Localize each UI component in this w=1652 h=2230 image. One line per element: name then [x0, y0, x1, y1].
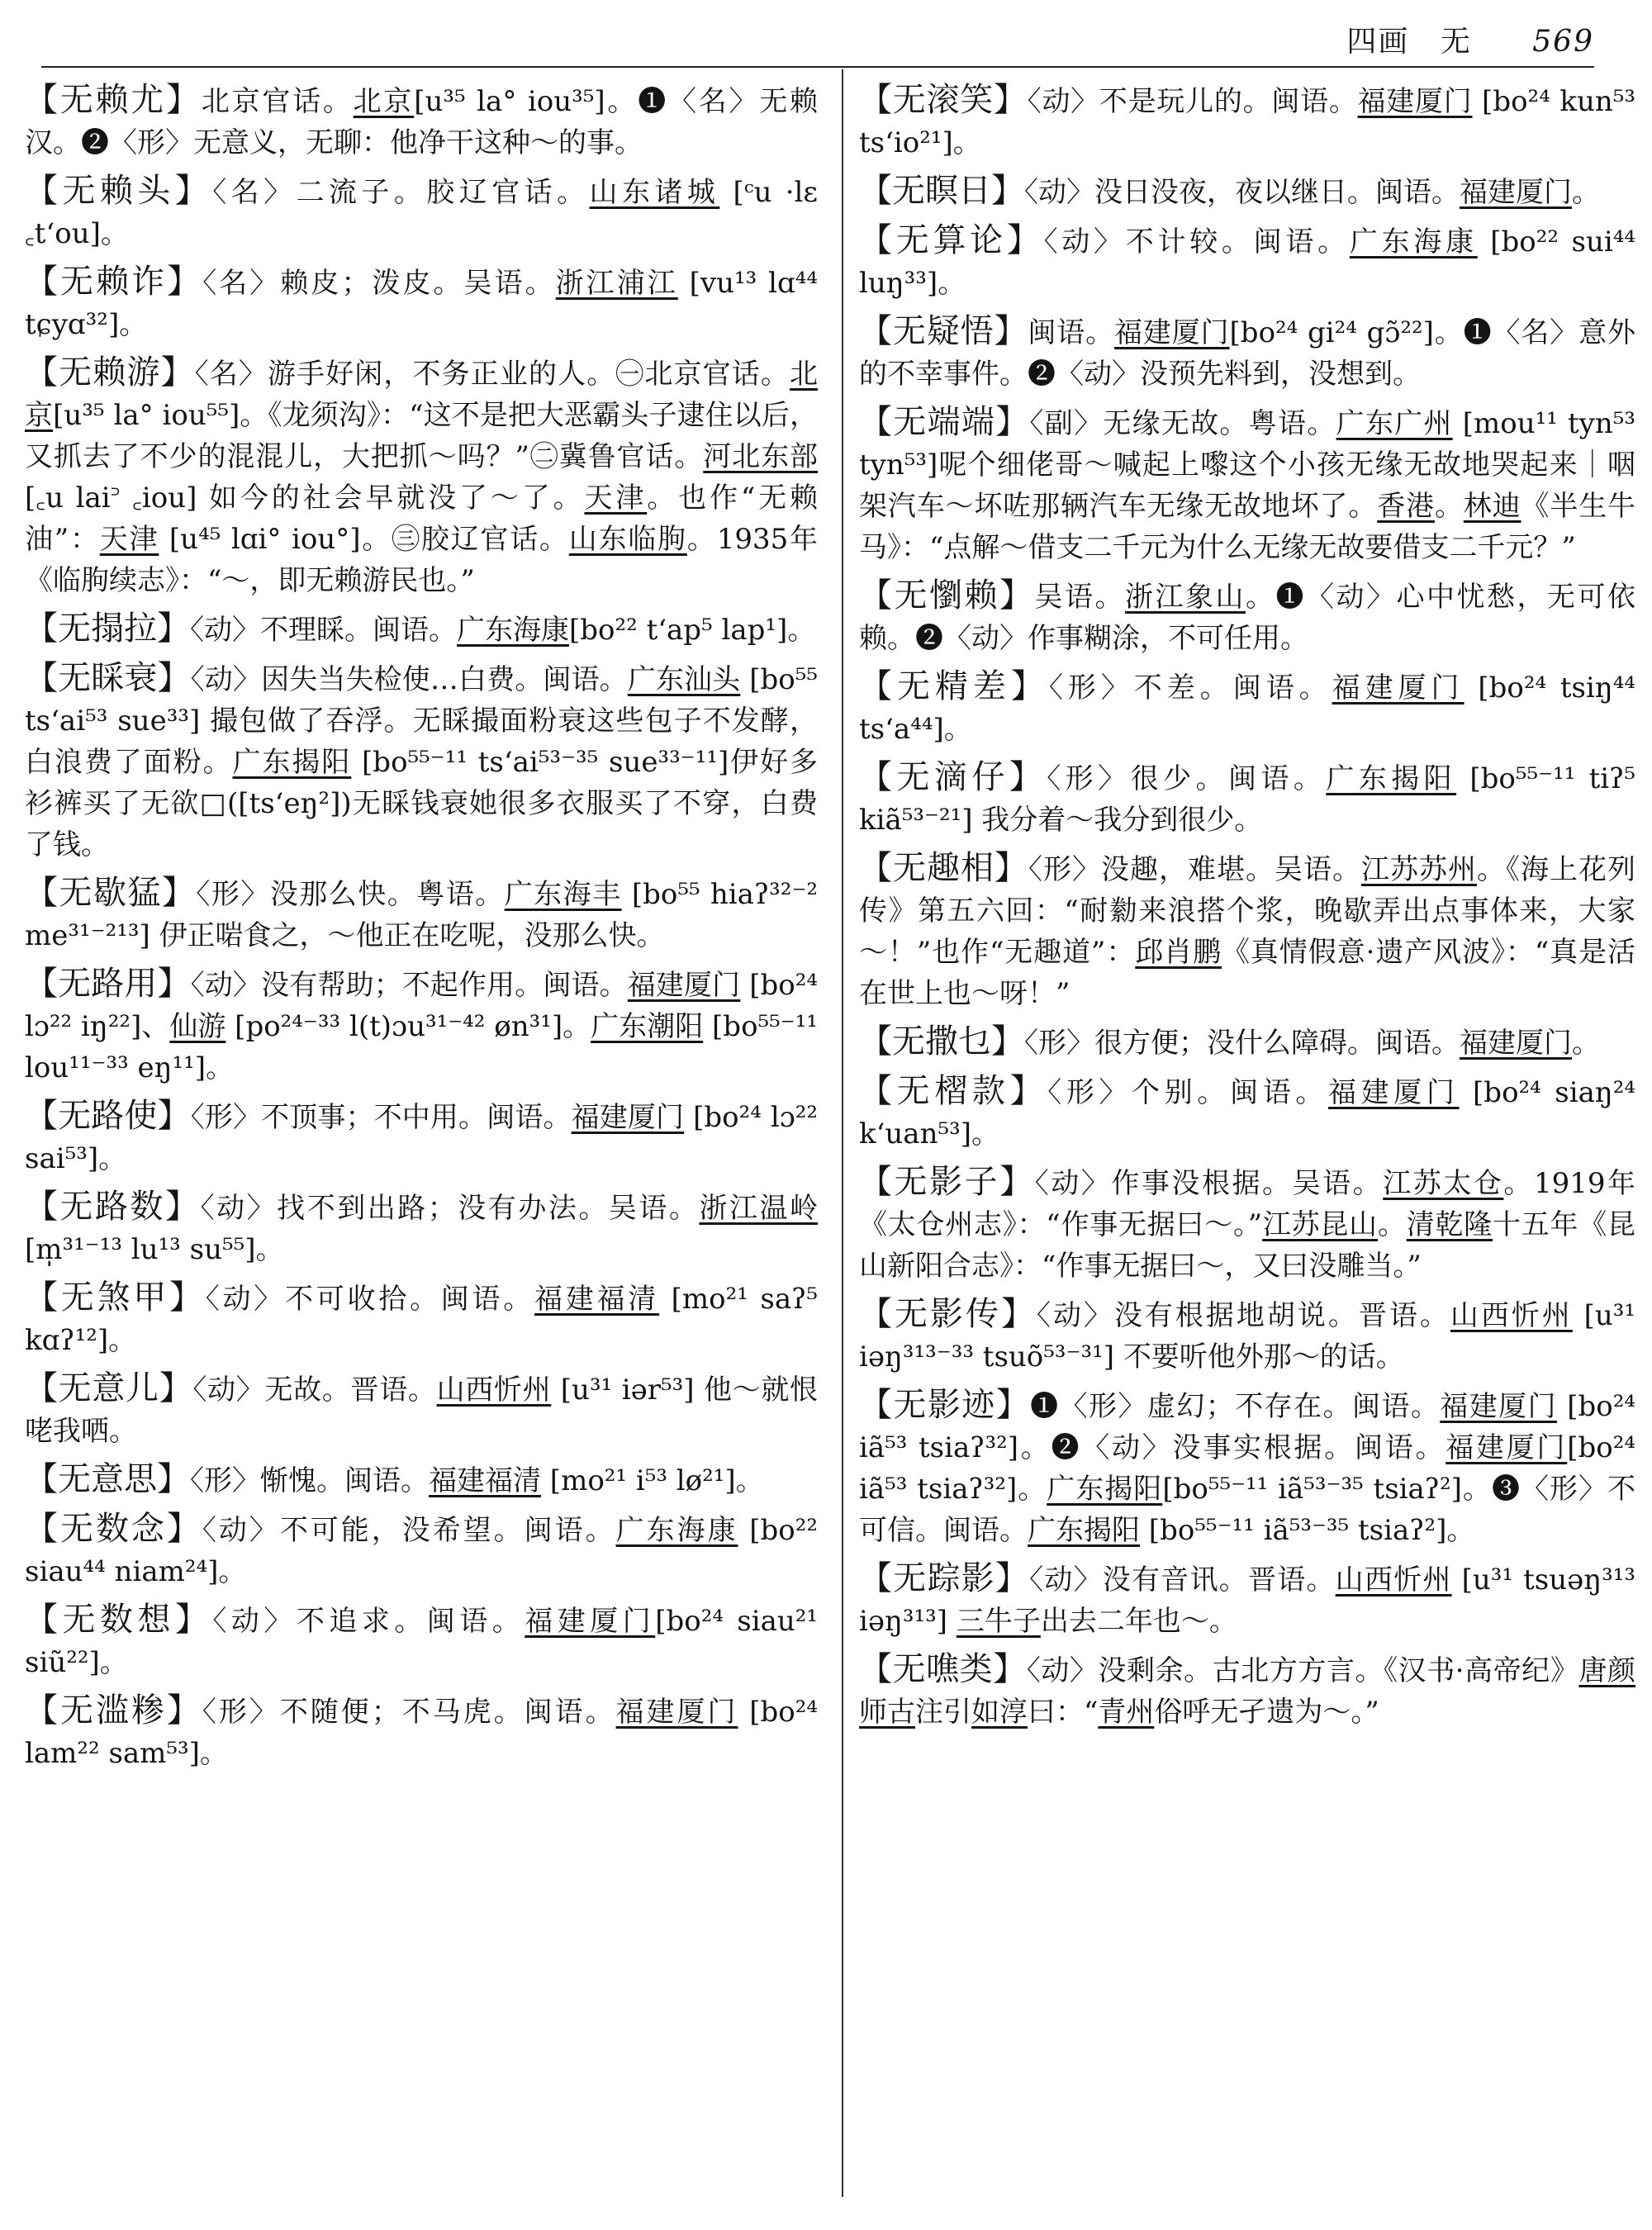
definition-text: [bo²⁴ lam²² sam⁵³]。 [25, 1696, 819, 1770]
definition-text: [ᶜu ·lɛ ꜀tʻou]。 [25, 176, 819, 250]
section-char: 无 [1440, 25, 1472, 59]
definition-text: 〈形〉惭愧。闽语。 [190, 1464, 429, 1497]
headword: 【无噍类】 [859, 1650, 1027, 1688]
place-name: 天津 [99, 523, 159, 556]
definition-text: [bo²⁴ lɔ²² sai⁵³]。 [25, 1101, 819, 1175]
place-name: 江苏太仓 [1383, 1167, 1504, 1200]
place-name: 广东揭阳 [1028, 1514, 1140, 1547]
definition-text: 〈副〉无缘无故。粤语。 [1029, 407, 1336, 440]
definition-text: [bo⁵⁵⁻¹¹ iã⁵³⁻³⁵ tsiaʔ²]。 [1140, 1514, 1475, 1547]
right-column [859, 79, 1635, 1739]
definition-text: [bo⁵⁵ hiaʔ³²⁻² me³¹⁻²¹³] 伊正啱食之，～他正在吃呢，没那么快。 [25, 878, 819, 952]
place-name: 如淳 [971, 1696, 1028, 1729]
definition-text: [bo⁵⁵ tsʻai⁵³ sue³³] 撮包做了吞浮。无睬撮面粉衰这些包子不发酵，白浪费了面粉。 [25, 663, 819, 779]
definition-text: 曰：“ [1028, 1696, 1099, 1729]
definition-text: 〈动〉不是玩儿的。闽语。 [1027, 85, 1358, 118]
dictionary-entry [25, 1186, 818, 1270]
definition-text: 〈形〉没那么快。粤语。 [196, 878, 505, 911]
definition-text: [u³¹ iər⁵³] 他～就恨咾我哂。 [25, 1374, 819, 1448]
dictionary-entry [859, 79, 1635, 164]
place-name: 福建厦门 [1114, 316, 1230, 349]
place-name: 江苏苏州 [1361, 853, 1477, 886]
dictionary-entry [859, 575, 1635, 659]
headword: 【无疑悟】 [859, 312, 1028, 350]
dictionary-entry [25, 1599, 818, 1683]
place-name: 仙游 [169, 1010, 226, 1043]
place-name: 广东揭阳 [1326, 762, 1457, 795]
place-name: 唐 [1578, 1654, 1607, 1687]
headword: 【无影传】 [859, 1295, 1037, 1333]
place-name: 福建厦门 [615, 1696, 738, 1729]
definition-text: [bo²⁴ iã⁵³ tsiaʔ³²]。 [859, 1431, 1635, 1506]
definition-text: [bo²² siau⁴⁴ niam²⁴]。 [25, 1514, 819, 1588]
definition-text: [bo²⁴ siaŋ²⁴ kʻuan⁵³]。 [859, 1076, 1636, 1151]
headword: 【无懰赖】 [859, 576, 1035, 614]
dictionary-entry [25, 1690, 818, 1774]
definition-text: 。 [1434, 490, 1464, 523]
place-name: 林迪 [1463, 490, 1521, 523]
definition-text: 闽语。 [1028, 316, 1115, 349]
place-name: 河北东部 [703, 440, 818, 473]
headword: 【无撒乜】 [859, 1022, 1024, 1060]
definition-text: 十五年《昆山新阳合志》：“作事无据曰～，又曰没雕当。” [859, 1208, 1636, 1283]
headword: 【无影迹】 [859, 1386, 1031, 1424]
headword: 【无路用】 [25, 965, 191, 1003]
dictionary-entry [25, 657, 818, 866]
place-name: 浙江象山 [1125, 581, 1246, 614]
definition-text: [mo²¹ saʔ⁵ kɑʔ¹²]。 [25, 1283, 818, 1357]
place-name: 颜师古 [859, 1654, 1635, 1729]
place-name: 广东海康 [457, 614, 569, 647]
place-name: 青州 [1098, 1696, 1155, 1729]
headword: 【无赖尤】 [25, 81, 202, 119]
dictionary-entry [25, 352, 818, 601]
place-name: 山西忻州 [1335, 1563, 1452, 1597]
place-name: 北京 [25, 358, 818, 432]
definition-text: 。1935年《临朐续志》：“～，即无赖游民也。” [25, 523, 819, 597]
definition-text: 〈动〉没有帮助；不起作用。闽语。 [190, 969, 628, 1002]
dictionary-entry [859, 220, 1635, 304]
place-name: 福建厦门 [1440, 1390, 1558, 1423]
place-name: 福建厦门 [1332, 671, 1464, 705]
place-name: 山西忻州 [1450, 1299, 1573, 1332]
definition-text: 〈名〉二流子。胶辽官话。 [212, 176, 590, 209]
dictionary-entry [25, 1459, 818, 1502]
place-name: 广东揭阳 [1047, 1473, 1163, 1506]
definition-text: 〈形〉不随便；不马虎。闽语。 [202, 1696, 616, 1729]
place-name: 北京 [353, 85, 415, 118]
place-name: 广东广州 [1336, 407, 1453, 440]
dictionary-entry [859, 1384, 1635, 1551]
place-name: 福建厦门 [571, 1101, 685, 1134]
definition-text: 〈动〉不理睬。闽语。 [190, 614, 457, 647]
headword: 【无瞑日】 [859, 172, 1024, 210]
definition-text: 〈动〉作事没根据。吴语。 [1034, 1167, 1384, 1200]
place-name: 清乾隆 [1406, 1208, 1493, 1241]
definition-text: [bo²² sui⁴⁴ luŋ³³]。 [859, 225, 1636, 300]
definition-text: 。 [1572, 176, 1600, 209]
headword: 【无滥糁】 [25, 1691, 202, 1729]
headword: 【无精差】 [859, 667, 1049, 705]
definition-text: 〈动〉不可能，没希望。闽语。 [202, 1514, 616, 1547]
headword: 【无算论】 [859, 221, 1044, 259]
definition-text: 〈形〉很方便；没什么障碍。闽语。 [1024, 1027, 1460, 1060]
headword: 【无赖游】 [25, 353, 195, 391]
headword: 【无滴仔】 [859, 758, 1047, 796]
definition-text: [bo²⁴ gi²⁴ gɔ̃²²]。❶〈名〉意外的不幸事件。❷〈动〉没预先料到，没想到。 [859, 316, 1636, 391]
definition-text: 〈动〉找不到出路；没有办法。吴语。 [200, 1192, 700, 1225]
place-name: 山西忻州 [436, 1374, 552, 1407]
dictionary-entry [25, 608, 818, 651]
section-label: 四画 [1346, 25, 1410, 59]
definition-text: 。《海上花列传》第五六回：“耐勬来浪搭个浆，晚歇弄出点事体来，大家～！”也作“无趣道”： [859, 853, 1635, 969]
headword: 【无搨拉】 [25, 610, 190, 648]
definition-text: 。 [1572, 1027, 1600, 1060]
definition-text: [m̩³¹⁻¹³ lu¹³ su⁵⁵]。 [25, 1233, 284, 1266]
place-name: 广东海康 [615, 1514, 738, 1547]
definition-text: [bo²⁴ iã⁵³ tsiaʔ³²]。❷〈动〉没事实根据。闽语。 [859, 1390, 1636, 1464]
dictionary-entry [859, 311, 1635, 395]
dictionary-entry [25, 872, 818, 956]
definition-text: 注引 [915, 1696, 971, 1729]
place-name: 福建厦门 [1460, 1027, 1572, 1060]
dictionary-entry [859, 847, 1635, 1014]
definition-text: [bo²⁴ tsiŋ⁴⁴ tsʻa⁴⁴]。 [859, 671, 1636, 746]
dictionary-entry [25, 1368, 818, 1452]
place-name: 福建厦门 [1357, 85, 1473, 118]
page-header [1327, 18, 1594, 60]
dictionary-entry [25, 1277, 818, 1361]
definition-text: [꜀u lai꜄ ꜀iou] 如今的社会早就没了～了。 [25, 482, 585, 515]
dictionary-entry [25, 261, 818, 345]
place-name: 福建厦门 [1328, 1076, 1460, 1109]
definition-text: 〈动〉没有根据地胡说。晋语。 [1036, 1299, 1450, 1332]
headword: 【无路数】 [25, 1188, 201, 1226]
dictionary-entry [25, 963, 818, 1089]
dictionary-entry [859, 170, 1635, 213]
dictionary-entry [25, 1095, 818, 1179]
definition-text: 〈名〉赖皮；泼皮。吴语。 [202, 267, 556, 300]
dictionary-entry [859, 666, 1635, 750]
headword: 【无端端】 [859, 403, 1030, 441]
place-name: 广东潮阳 [591, 1010, 704, 1043]
definition-text: 〈动〉因失当失检使…白费。闽语。 [190, 663, 628, 696]
dictionary-entry [859, 1021, 1635, 1064]
definition-text: 。❶〈动〉心中忧愁，无可依赖。❷〈动〉作事糊涂，不可任用。 [859, 581, 1635, 655]
definition-text: [vu¹³ lɑ⁴⁴ tɕyɑ³²]。 [25, 267, 819, 341]
place-name: 浙江温岭 [699, 1192, 819, 1225]
page-number: 569 [1532, 25, 1594, 59]
definition-text: [bo⁵⁵⁻¹¹ tiʔ⁵ kiã⁵³⁻²¹] 我分着～我分到很少。 [859, 762, 1636, 837]
place-name: 山东诸城 [589, 176, 720, 209]
definition-text: [bo⁵⁵⁻¹¹ lou¹¹⁻³³ eŋ¹¹]。 [25, 1010, 819, 1084]
dictionary-entry [859, 1558, 1635, 1642]
place-name: 广东海丰 [504, 878, 622, 911]
headword: 【无槢款】 [859, 1072, 1048, 1110]
definition-text: 《半生牛马》：“点解～借支二千元为什么无缘无故要借支二千元？” [859, 490, 1636, 564]
dictionary-entry [859, 1293, 1635, 1378]
headword: 【无意儿】 [25, 1369, 193, 1407]
headword: 【无煞甲】 [25, 1279, 206, 1317]
definition-text: [u³¹ tsuəŋ³¹³ iəŋ³¹³] [859, 1563, 1636, 1638]
headword: 【无赖头】 [25, 172, 213, 210]
definition-text: 出去二年也～。 [1040, 1605, 1237, 1638]
definition-text: [bo⁵⁵⁻¹¹ tsʻai⁵³⁻³⁵ sue³³⁻¹¹]伊好多衫裤买了无欲□([tsʻeŋ²])无睬钱衰她很多衣服买了不穿，白费了钱。 [25, 746, 819, 861]
dictionary-entry [859, 401, 1635, 568]
definition-text: [u⁴⁵ lɑi° iou°]。㊂胶辽官话。 [159, 523, 569, 556]
definition-text: 北京官话。 [201, 85, 354, 118]
place-name: 广东揭阳 [232, 746, 352, 779]
definition-text: [u³⁵ la° iou⁵⁵]。《龙须沟》：“这不是把大恶霸头子逮住以后，又抓去了不少的混混儿，大把抓～吗？”㊁冀鲁官话。 [25, 399, 819, 473]
definition-text: ❶〈形〉虚幻；不存在。闽语。 [1030, 1390, 1441, 1423]
definition-text: 〈动〉没剩余。古北方方言。《汉书·高帝纪》 [1026, 1654, 1579, 1687]
headword: 【无踪影】 [859, 1559, 1030, 1597]
place-name: 浙江浦江 [555, 267, 678, 300]
dictionary-entry [859, 1649, 1635, 1733]
definition-text: [bo²⁴ lɔ²² iŋ²²]、 [25, 969, 819, 1043]
definition-text: [bo²² tʻap⁵ lap¹]。 [569, 614, 816, 647]
column-divider [842, 69, 843, 2197]
header-rule [41, 66, 1594, 68]
definition-text: [u³⁵ la° iou³⁵]。❶〈名〉无赖汉。❷〈形〉无意义，无聊：他净干这种～的事。 [25, 85, 819, 159]
dictionary-entry [859, 1070, 1635, 1155]
definition-text: 。1919年《太仓州志》：“作事无据曰～。” [859, 1167, 1636, 1241]
definition-text: [mou¹¹ tyn⁵³ tyn⁵³]呢个细佬哥～喊起上嚟这个小孩无缘无故地哭起来｜咽架汽车～坏咗那辆汽车无缘无故地坏了。 [859, 407, 1636, 523]
place-name: 福建厦门 [525, 1605, 656, 1638]
headword: 【无数念】 [25, 1510, 202, 1548]
definition-text: 吴语。 [1034, 581, 1125, 614]
definition-text: 〈动〉不追求。闽语。 [212, 1605, 525, 1638]
place-name: 广东海康 [1349, 225, 1478, 259]
definition-text: [bo⁵⁵⁻¹¹ iã⁵³⁻³⁵ tsiaʔ²]。❸〈形〉不可信。闽语。 [859, 1473, 1635, 1547]
headword: 【无路使】 [25, 1097, 191, 1135]
place-name: 三牛子 [956, 1605, 1041, 1638]
definition-text: 〈形〉不顶事；不中用。闽语。 [190, 1101, 572, 1134]
definition-text: 〈动〉没日没夜，夜以继日。闽语。 [1024, 176, 1460, 209]
place-name: 福建福清 [534, 1283, 660, 1316]
dictionary-entry [25, 1508, 818, 1592]
definition-text: [mo²¹ i⁵³ lø²¹]。 [541, 1464, 764, 1497]
left-column [25, 79, 818, 1781]
definition-text: 〈名〉游手好闲，不务正业的人。㊀北京官话。 [194, 358, 790, 391]
headword: 【无歇猛】 [25, 874, 197, 912]
place-name: 福建厦门 [1460, 176, 1572, 209]
definition-text: 〈动〉不可收拾。闽语。 [205, 1283, 535, 1316]
place-name: 天津 [584, 482, 648, 515]
headword: 【无赖诈】 [25, 263, 203, 301]
place-name: 江苏昆山 [1262, 1208, 1378, 1241]
headword: 【无睬衰】 [25, 659, 191, 697]
definition-text: 〈形〉很少。闽语。 [1047, 762, 1327, 795]
headword: 【无影子】 [859, 1163, 1035, 1201]
definition-text: 俗呼无孑遗为～。” [1154, 1696, 1379, 1729]
definition-text: 。 [1377, 1208, 1407, 1241]
headword: 【无意思】 [25, 1460, 190, 1498]
dictionary-entry [859, 1161, 1635, 1287]
definition-text: 〈形〉个别。闽语。 [1047, 1076, 1329, 1109]
place-name: 山东临朐 [568, 523, 687, 556]
definition-text: 〈形〉不差。闽语。 [1048, 671, 1332, 705]
dictionary-entry [25, 79, 818, 164]
dictionary-entry [25, 170, 818, 254]
definition-text: [po²⁴⁻³³ l(t)ɔu³¹⁻⁴² øn³¹]。 [225, 1010, 591, 1043]
definition-text: [bo²⁴ siau²¹ siũ²²]。 [25, 1605, 819, 1679]
place-name: 香港 [1377, 490, 1435, 523]
definition-text: [bo²⁴ kun⁵³ tsʻio²¹]。 [859, 85, 1636, 159]
definition-text: 。也作“无赖油”： [25, 482, 818, 556]
place-name: 福建福清 [429, 1464, 541, 1497]
place-name: 邱肖鹏 [1135, 936, 1222, 969]
definition-text: 《真情假意·遗产风波》：“真是活在世上也～呀！” [859, 936, 1635, 1010]
headword: 【无趣相】 [859, 849, 1028, 887]
definition-text: 〈形〉没趣，难堪。吴语。 [1028, 853, 1361, 886]
place-name: 福建厦门 [1446, 1431, 1568, 1464]
headword: 【无滚笑】 [859, 81, 1028, 119]
place-name: 广东汕头 [627, 663, 741, 696]
definition-text: 〈动〉无故。晋语。 [192, 1374, 437, 1407]
place-name: 福建厦门 [627, 969, 741, 1002]
definition-text: [u³¹ iəŋ³¹³⁻³³ tsuõ⁵³⁻³¹] 不要听他外那～的话。 [859, 1299, 1636, 1374]
definition-text: 〈动〉不计较。闽语。 [1043, 225, 1350, 259]
dictionary-entry [859, 757, 1635, 841]
definition-text: 〈动〉没有音讯。晋语。 [1029, 1563, 1336, 1597]
headword: 【无数想】 [25, 1601, 213, 1639]
